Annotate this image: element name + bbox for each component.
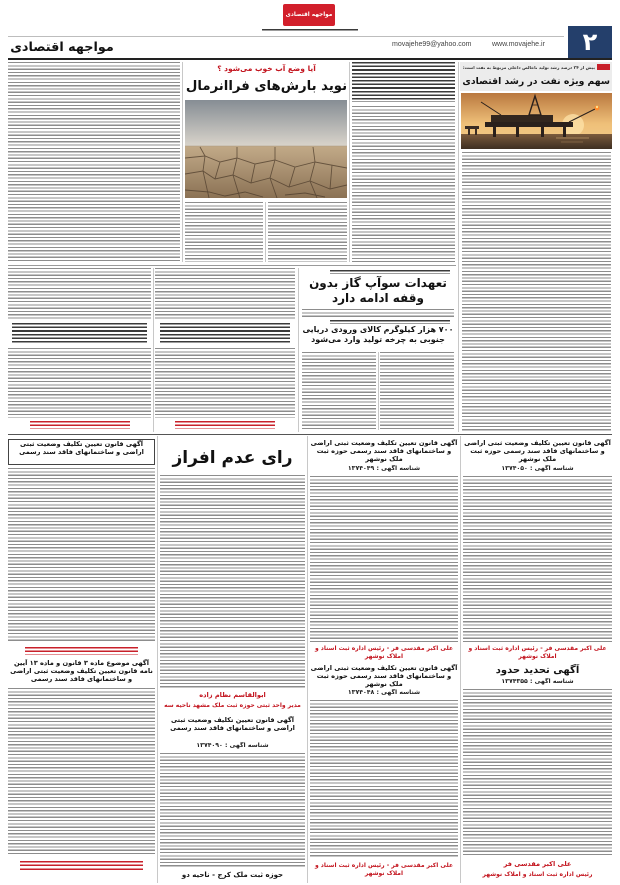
column-rule bbox=[307, 436, 308, 883]
notice-id: شناسه آگهی : ۱۳۷۴۰۴۹ bbox=[347, 465, 421, 472]
notice-title: آگهی قانون تعیین تکلیف وضعیت ثبتی اراضی و ساختمانهای فاقد سند رسمی bbox=[170, 716, 295, 732]
column-rule bbox=[349, 62, 350, 262]
notice-title: آگهی تحدید حدود bbox=[495, 665, 580, 676]
notice-id: شناسه آگهی : ۱۳۷۴۰۵۰ bbox=[501, 465, 574, 472]
notice-id: شناسه آگهی : ۱۳۷۴۳۵۵ bbox=[501, 678, 574, 685]
side-news-kicker: بیش از ۳۴ درصد رشد تولید ناخالص داخلی مربوط به نفت است: bbox=[462, 66, 595, 71]
header-thin-rule bbox=[8, 36, 564, 37]
header-thick-rule bbox=[8, 58, 612, 60]
notice-body-text bbox=[8, 468, 155, 643]
section-rule bbox=[8, 265, 456, 266]
column-rule bbox=[458, 62, 459, 432]
lead-story-kicker: آیا وضع آب خوب می‌شود ؟ bbox=[217, 64, 316, 73]
middle-left-body-a bbox=[155, 268, 295, 319]
notice-title: آگهی قانون تعیین تکلیف وضعیت ثبتی اراضی و ساختمانهای فاقد سند رسمی حوزه ثبت ملک نوشهر bbox=[310, 664, 458, 688]
oil-platform-photo bbox=[461, 93, 612, 149]
drought-image bbox=[185, 100, 347, 198]
website-url: www.movajehe.ir bbox=[492, 41, 545, 48]
notice-body-text bbox=[8, 688, 155, 856]
notice-signature: علی اکبر مقدسی فر - رئیس اداره ثبت اسناد و املاک نوشهر bbox=[314, 862, 454, 877]
masthead: مواجهه اقتصادی bbox=[10, 40, 114, 55]
notice-signature: علی اکبر مقدسی فر - رئیس اداره ثبت اسناد و املاک نوشهر bbox=[314, 645, 454, 660]
lead-story-body-left bbox=[8, 62, 180, 262]
cargo-story-headline: ۷۰۰ هزار کیلوگرم کالای ورودی دریایی جنوبی به چرخه تولید وارد می‌شود bbox=[302, 325, 454, 344]
notice-footer: حوزه ثبت ملک کرج - ناحیه دو bbox=[181, 871, 284, 879]
side-news-tag bbox=[597, 64, 610, 70]
gas-story-kicker bbox=[330, 270, 450, 274]
oil-platform-image bbox=[461, 93, 612, 149]
notice-signer: ابوالقاسم نظام زاده bbox=[199, 692, 266, 699]
notice-body-text bbox=[310, 700, 458, 857]
gas-story-body bbox=[302, 309, 454, 317]
cargo-story-body-a bbox=[380, 352, 454, 430]
email-address: movajehe99@yahoo.com bbox=[392, 41, 472, 48]
middle-notice-title-b bbox=[12, 323, 147, 343]
lead-story-body-center-a bbox=[268, 202, 347, 262]
lead-story-body-center-b bbox=[185, 202, 263, 262]
notice-body-text bbox=[310, 476, 458, 642]
notice-id: شناسه آگهی : ۱۳۷۴۰۴۸ bbox=[347, 689, 421, 696]
page-number-box bbox=[568, 26, 612, 58]
page-number: ۲ bbox=[582, 28, 598, 56]
column-rule bbox=[298, 268, 299, 432]
column-rule bbox=[265, 202, 266, 262]
middle-notice-signature-a bbox=[175, 421, 275, 429]
cracked-earth-photo bbox=[185, 100, 347, 198]
notice-body-text bbox=[160, 753, 305, 867]
cargo-story-body-b bbox=[302, 352, 376, 430]
lead-story-intro bbox=[352, 62, 455, 102]
column-rule bbox=[157, 436, 158, 883]
notice-signer-title: مدیر واحد ثبتی حوزه ثبت ملک مشهد ناحیه سه bbox=[164, 702, 301, 709]
middle-notice-body-b bbox=[8, 348, 151, 418]
logo-text: مواجهه اقتصادی bbox=[285, 12, 333, 18]
notice-signature bbox=[20, 861, 143, 872]
notice-title: آگهی قانون تعیین تکلیف وضعیت ثبتی اراضی و ساختمانهای فاقد سند رسمی حوزه ثبت ملک نوشهر bbox=[464, 439, 611, 463]
column-rule bbox=[182, 62, 183, 262]
notice-signature bbox=[25, 647, 138, 655]
middle-notice-signature-b bbox=[30, 421, 130, 429]
column-rule bbox=[153, 268, 154, 432]
notice-body-text bbox=[160, 475, 305, 689]
notice-id: شناسه آگهی : ۱۳۷۴۰۹۰ bbox=[196, 742, 269, 749]
lead-story-body-right bbox=[352, 106, 455, 262]
middle-notice-body-a bbox=[155, 348, 295, 418]
middle-notice-title-a bbox=[160, 323, 290, 343]
lead-story-headline: نوید بارش‌های فراانرمال bbox=[185, 79, 348, 94]
notice-title: رای عدم افراز bbox=[172, 448, 293, 468]
column-rule bbox=[378, 352, 379, 430]
notice-body-text bbox=[463, 689, 612, 857]
notice-title: آگهی قانون تعیین تکلیف وضعیت ثبتی اراضی و ساختمانهای فاقد سند رسمی حوزه ثبت ملک نوشهر bbox=[310, 439, 458, 463]
notice-title: آگهی موضوع ماده ۳ قانون و ماده ۱۳ آیین نامه قانون تعیین تکلیف وضعیت ثبتی اراضی و ساختمانهای فاقد سند رسمی bbox=[10, 659, 153, 683]
notices-section-rule bbox=[8, 434, 612, 435]
notice-signer: علی اکبر مقدسی فر bbox=[503, 861, 572, 868]
gas-story-headline: تعهدات سوآپ گاز بدون وقفه ادامه دارد bbox=[309, 276, 447, 305]
notice-body-text bbox=[463, 476, 612, 642]
side-news-body-text bbox=[462, 152, 611, 432]
issue-date-line bbox=[262, 29, 358, 32]
notice-signer-title: رئیس اداره ثبت اسناد و املاک نوشهر bbox=[482, 871, 593, 878]
middle-left-body-b bbox=[8, 268, 151, 319]
side-news-headline: سهم ویژه نفت در رشد اقتصادی bbox=[462, 76, 610, 87]
logo-box bbox=[283, 4, 335, 26]
notice-title: آگهی قانون تعیین تکلیف وضعیت ثبتی اراضی و ساختمانهای فاقد سند رسمی bbox=[8, 439, 155, 465]
notice-signature: علی اکبر مقدسی فر - رئیس اداره ثبت اسناد و املاک نوشهر bbox=[468, 645, 607, 660]
cargo-story-kicker bbox=[330, 320, 450, 324]
column-rule bbox=[460, 436, 461, 883]
